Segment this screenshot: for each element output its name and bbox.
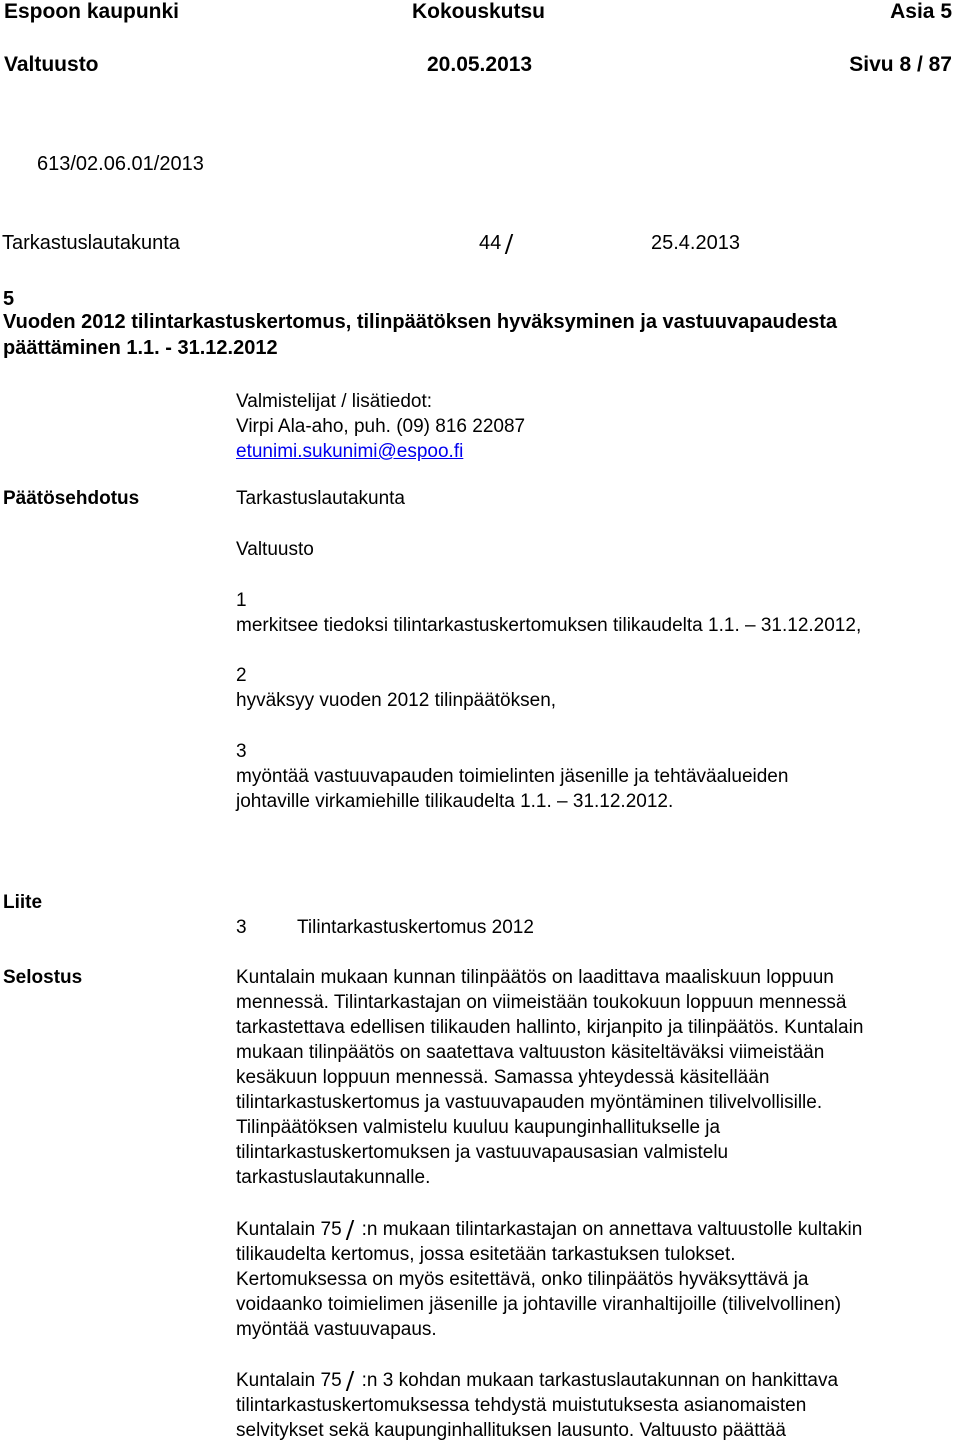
- contact-person: Virpi Ala-aho, puh. (09) 816 22087: [236, 416, 526, 437]
- law-reference: Kuntalain 75: [236, 1370, 342, 1391]
- attachment-name: Tilintarkastuskertomus 2012: [297, 917, 534, 938]
- header-date: 20.05.2013: [427, 53, 533, 76]
- ref-date: 25.4.2013: [651, 232, 740, 254]
- ref-section-number: 44: [479, 232, 502, 254]
- explanation-p3-first-rest: :n 3 kohdan mukaan tarkastuslautakunnan on hankittava: [361, 1370, 839, 1391]
- explanation-p3-line: tilintarkastuskertomuksessa tehdystä muistutuksesta asianomaisten: [236, 1395, 807, 1416]
- proposal-body: Valtuusto: [236, 539, 314, 560]
- explanation-p3-line: selvitykset sekä kaupunginhallituksen lausunto. Valtuusto päättää: [236, 1420, 786, 1441]
- proposal-item-2-text: hyväksyy vuoden 2012 tilinpäätöksen,: [236, 690, 557, 711]
- proposal-item-1-number: 1: [236, 590, 247, 611]
- explanation-p2-line: Kertomuksessa on myös esitettävä, onko tilinpäätös hyväksyttävä ja: [236, 1269, 809, 1290]
- title-line-2: päättäminen 1.1. - 31.12.2012: [3, 337, 278, 359]
- header-item: Asia 5: [890, 0, 952, 23]
- explanation-p1-line: Kuntalain mukaan kunnan tilinpäätös on laadittava maaliskuun loppuun: [236, 967, 834, 988]
- header-org: Espoon kaupunki: [4, 0, 180, 23]
- proposal-item-1-text: merkitsee tiedoksi tilintarkastuskertomuksen tilikaudelta 1.1. – 31.12.2012,: [236, 615, 862, 636]
- explanation-p1-line: tarkastettava edellisen tilikauden hallinto, kirjanpito ja tilinpäätös. Kuntalain: [236, 1017, 864, 1038]
- title-number: 5: [3, 288, 15, 310]
- explanation-p1-line: mukaan tilinpäätös on saatettava valtuuston käsiteltäväksi viimeistään: [236, 1042, 825, 1063]
- explanation-p1-line: mennessä. Tilintarkastajan on viimeistään toukokuun loppuun mennessä: [236, 992, 847, 1013]
- header-page: Sivu 8 / 87: [849, 53, 952, 76]
- explanation-p2-first-line: [236, 1217, 862, 1242]
- law-reference: Kuntalain 75: [236, 1219, 342, 1240]
- explanation-p1-line: Tilinpäätöksen valmistelu kuuluu kaupunginhallitukselle ja: [236, 1117, 721, 1138]
- proposal-label: Päätösehdotus: [3, 488, 140, 509]
- section-sign-icon: [507, 234, 515, 252]
- explanation-p3-first-line: [236, 1368, 838, 1393]
- contact-heading: Valmistelijat / lisätiedot:: [236, 391, 433, 412]
- explanation-p1-line: kesäkuun loppuun mennessä. Samassa yhteydessä käsitellään: [236, 1067, 770, 1088]
- ref-section: [479, 231, 521, 256]
- explanation-label: Selostus: [3, 967, 83, 988]
- header-doc-type: Kokouskutsu: [412, 0, 546, 23]
- title-line-1: Vuoden 2012 tilintarkastuskertomus, tilinpäätöksen hyväksyminen ja vastuuvapaudesta: [3, 311, 838, 333]
- proposal-item-3-number: 3: [236, 741, 247, 762]
- contact-email-link[interactable]: etunimi.sukunimi@espoo.fi: [236, 441, 464, 462]
- proposal-item-3-line-1: myöntää vastuuvapauden toimielinten jäsenille ja tehtäväalueiden: [236, 766, 789, 787]
- explanation-p1-line: tilintarkastuskertomus ja vastuuvapauden myöntäminen tilivelvollisille.: [236, 1092, 823, 1113]
- section-sign-icon: [348, 1220, 356, 1238]
- explanation-p2-line: tilikaudelta kertomus, jossa esitetään tarkastuksen tulokset.: [236, 1244, 736, 1265]
- explanation-p1-line: tarkastuslautakunnalle.: [236, 1167, 431, 1188]
- section-sign-icon: [348, 1371, 356, 1389]
- explanation-paragraph-3: [236, 1368, 838, 1443]
- explanation-paragraph-1: [236, 965, 863, 1190]
- proposal-item-2-number: 2: [236, 665, 247, 686]
- explanation-p1-line: tilintarkastuskertomuksen ja vastuuvapausasian valmistelu: [236, 1142, 729, 1163]
- ref-committee: Tarkastuslautakunta: [2, 232, 180, 254]
- proposal-committee: Tarkastuslautakunta: [236, 488, 405, 509]
- attachment-label: Liite: [3, 892, 43, 913]
- header-body: Valtuusto: [4, 53, 99, 76]
- record-id: 613/02.06.01/2013: [37, 153, 204, 175]
- attachment-number: 3: [236, 917, 247, 938]
- explanation-p2-line: myöntää vastuuvapaus.: [236, 1319, 437, 1340]
- explanation-paragraph-2: [236, 1217, 862, 1342]
- explanation-p2-line: voidaanko toimielimen jäsenille ja johtaville viranhaltijoille (tilivelvollinen): [236, 1294, 842, 1315]
- explanation-p2-first-rest: :n mukaan tilintarkastajan on annettava valtuustolle kultakin: [361, 1219, 863, 1240]
- proposal-item-3-line-2: johtaville virkamiehille tilikaudelta 1.1. – 31.12.2012.: [236, 791, 674, 812]
